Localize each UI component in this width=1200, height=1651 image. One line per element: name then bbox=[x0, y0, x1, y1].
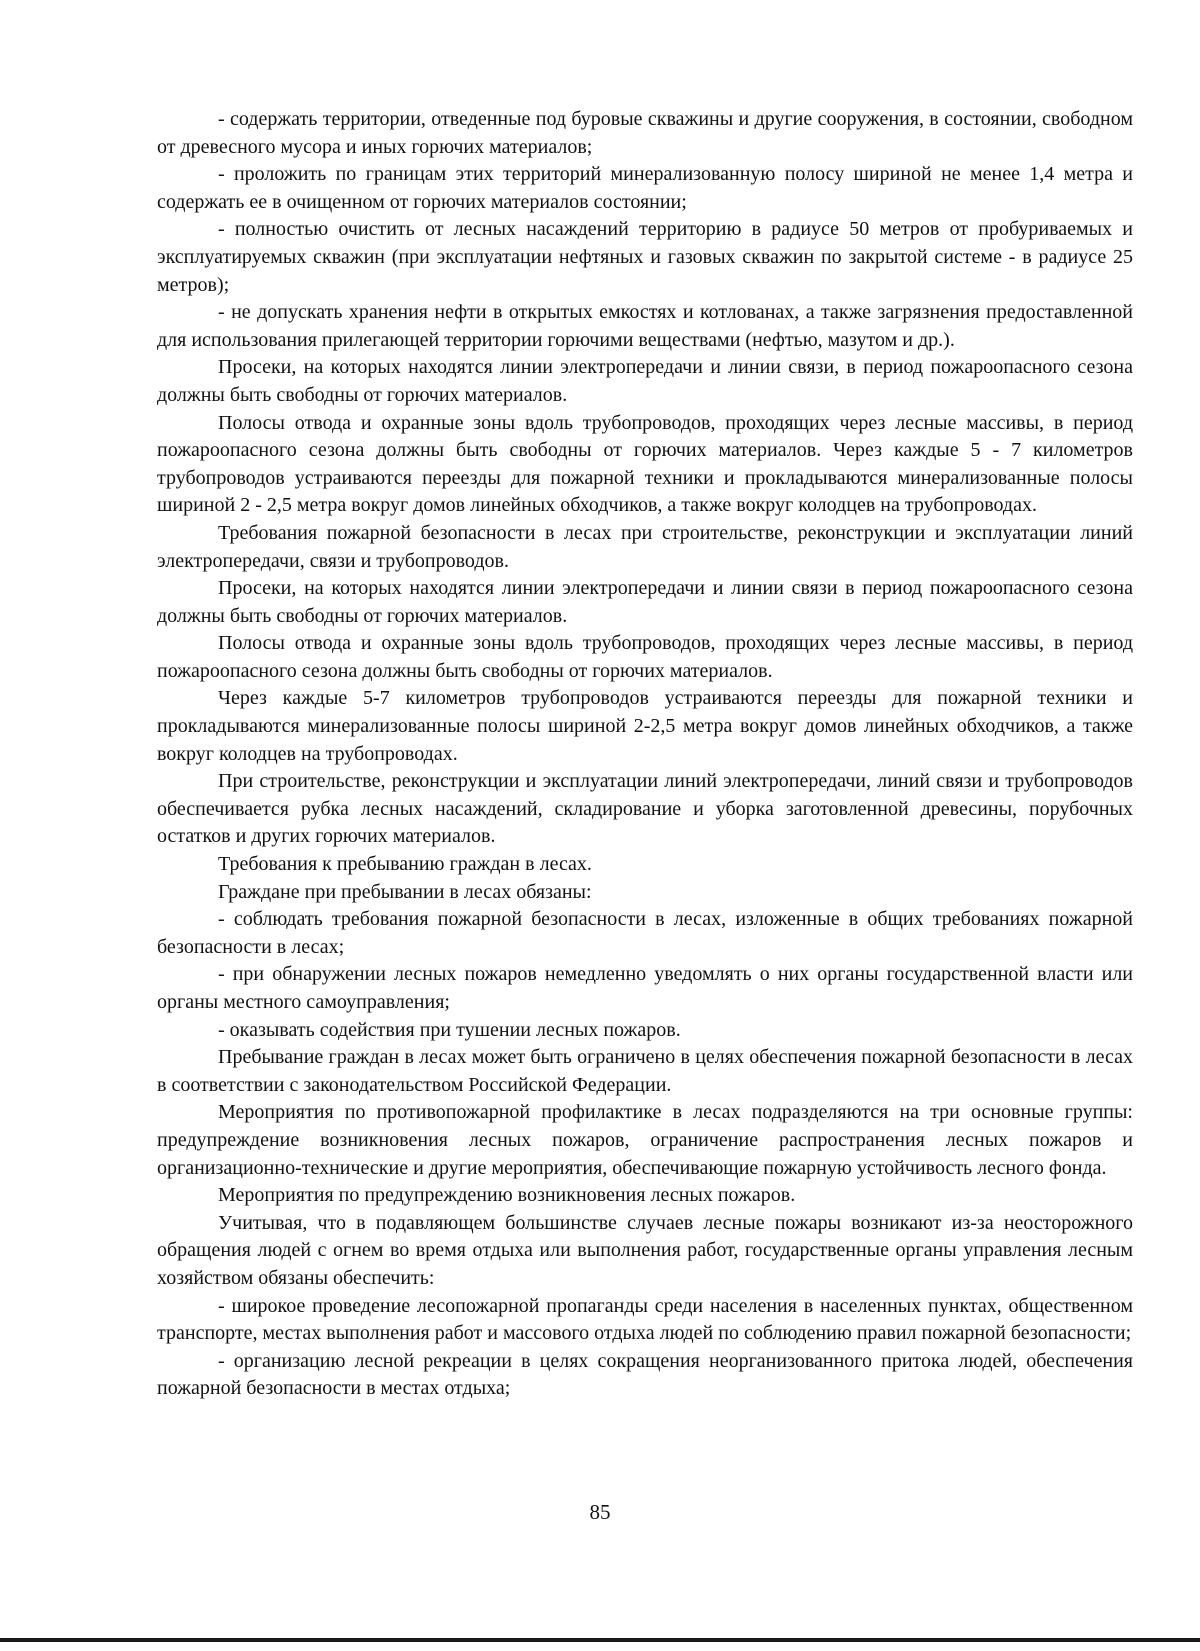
paragraph: Учитывая, что в подавляющем большинстве случаев лесные пожары возникают из-за неосторожного обращения людей с огнем во время отдыха или выполнения работ, государственные органы управления лесным хозяйством обязаны обеспечить: bbox=[157, 1211, 1133, 1289]
section-heading: Требования пожарной безопасности в лесах при строительстве, реконструкции и эксплуатации линий электропередачи, связи и трубопроводов. bbox=[157, 521, 1133, 572]
paragraph: Полосы отвода и охранные зоны вдоль трубопроводов, проходящих через лесные массивы, в период пожароопасного сезона должны быть свободны от горючих материалов. Через каждые 5 - 7 километров трубопроводов устраиваются переезды для пожарной техники и прокладываются минерализованные полосы шириной 2 - 2,5 метра вокруг домов линейных обходчиков, а также вокруг колодцев на трубопроводах. bbox=[157, 411, 1133, 517]
paragraph: Просеки, на которых находятся линии электропередачи и линии связи в период пожароопасного сезона должны быть свободны от горючих материалов. bbox=[157, 577, 1133, 627]
scan-edge-line bbox=[0, 1638, 1200, 1642]
paragraph: Через каждые 5-7 километров трубопроводов устраиваются переезды для пожарной техники и прокладываются минерализованные полосы шириной 2-2,5 метра вокруг домов линейных обходчиков, а также вокруг колодцев на трубопроводах. bbox=[157, 687, 1133, 765]
paragraph: - не допускать хранения нефти в открытых емкостях и котлованах, а также загрязнения предоставленной для использования прилегающей территории горючими веществами (нефтью, мазутом и др.). bbox=[157, 301, 1133, 351]
paragraph: Просеки, на которых находятся линии электропередачи и линии связи, в период пожароопасного сезона должны быть свободны от горючих материалов. bbox=[157, 356, 1133, 406]
list-item: - организацию лесной рекреации в целях сокращения неорганизованного притока людей, обеспечения пожарной безопасности в местах отдыха; bbox=[157, 1349, 1133, 1400]
paragraph: Граждане при пребывании в лесах обязаны: bbox=[218, 880, 592, 903]
section-heading: Требования к пребыванию граждан в лесах. bbox=[218, 853, 592, 876]
list-item: - при обнаружении лесных пожаров немедленно уведомлять о них органы государственной власти или органы местного самоуправления; bbox=[157, 963, 1133, 1013]
paragraph: При строительстве, реконструкции и эксплуатации линий электропередачи, линий связи и трубопроводов обеспечивается рубка лесных насаждений, складирование и уборка заготовленной древесины, порубочных остатков и других горючих материалов. bbox=[157, 770, 1133, 848]
page-number: 85 bbox=[589, 1500, 611, 1524]
paragraph: - проложить по границам этих территорий минерализованную полосу шириной не менее 1,4 метра и содержать ее в очищенном от горючих материалов состоянии; bbox=[157, 163, 1133, 213]
list-item: - широкое проведение лесопожарной пропаганды среди населения в населенных пунктах, общественном транспорте, местах выполнения работ и массового отдыха людей по соблюдению правил пожарной безопасности; bbox=[157, 1294, 1133, 1345]
paragraph: - полностью очистить от лесных насаждений территорию в радиусе 50 метров от пробуриваемых и эксплуатируемых скважин (при эксплуатации нефтяных и газовых скважин по закрытой системе - в радиусе 25 метров); bbox=[157, 218, 1133, 296]
list-item: - соблюдать требования пожарной безопасности в лесах, изложенные в общих требованиях пожарной безопасности в лесах; bbox=[157, 908, 1133, 958]
paragraph: Полосы отвода и охранные зоны вдоль трубопроводов, проходящих через лесные массивы, в период пожароопасного сезона должны быть свободны от горючих материалов. bbox=[157, 632, 1133, 682]
paragraph: Пребывание граждан в лесах может быть ограничено в целях обеспечения пожарной безопасности в лесах в соответствии с законодательством Российской Федерации. bbox=[157, 1046, 1133, 1096]
document-body bbox=[157, 106, 1133, 1403]
section-heading: Мероприятия по предупреждению возникновения лесных пожаров. bbox=[218, 1184, 796, 1207]
paragraph: - содержать территории, отведенные под буровые скважины и другие сооружения, в состоянии, свободном от древесного мусора и иных горючих материалов; bbox=[157, 108, 1133, 158]
paragraph: Мероприятия по противопожарной профилактике в лесах подразделяются на три основные группы: предупреждение возникновения лесных пожаров, ограничение распространения лесных пожаров и организационно-технические и другие мероприятия, обеспечивающие пожарную устойчивость лесного фонда. bbox=[157, 1101, 1133, 1179]
list-item: - оказывать содействия при тушении лесных пожаров. bbox=[218, 1018, 681, 1041]
